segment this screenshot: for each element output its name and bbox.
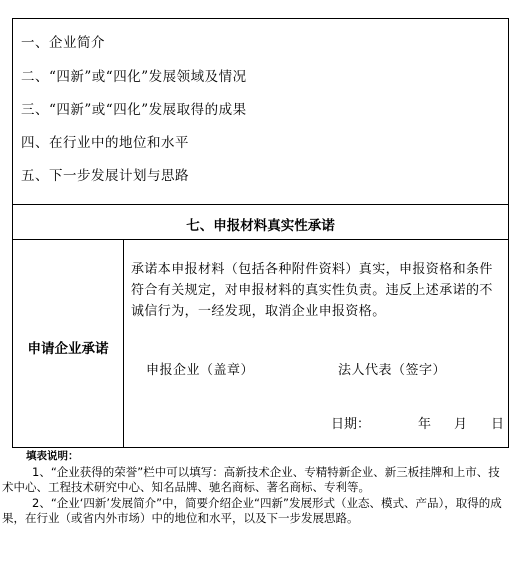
instruction-item-2: 2、“企业‘四新’发展简介”中，简要介绍企业“四新”发展形式（业态、模式、产品），取得的成果，在行业（或省内外市场）中的地位和水平，以及下一步发展思路。 bbox=[2, 495, 502, 525]
date-year: 年 bbox=[418, 417, 432, 432]
fill-instructions bbox=[2, 449, 506, 527]
instructions-title: 填表说明： bbox=[26, 450, 79, 462]
divider bbox=[13, 239, 508, 240]
pledge-text: 承诺本申报材料（包括各种附件资料）真实，申报资格和条件符合有关规定，对申报材料的真实性负责。违反上述承诺的不诚信行为，一经发现，取消企业申报资格。 bbox=[131, 262, 493, 319]
date-month: 月 bbox=[454, 417, 468, 432]
column-divider bbox=[123, 239, 124, 447]
instruction-item-1: 1、“企业获得的荣誉”栏中可以填写：高新技术企业、专精特新企业、新三板挂牌和上市、技术中心、工程技术研究中心、知名品牌、驰名商标、著名商标、专利等。 bbox=[2, 464, 500, 494]
legal-rep-signature-label: 法人代表（签字） bbox=[338, 363, 447, 378]
form-table bbox=[12, 18, 509, 448]
applicant-pledge-label: 申请企业承诺 bbox=[27, 341, 109, 357]
date-label: 日期： bbox=[331, 417, 371, 432]
outline-item-4: 四、在行业中的地位和水平 bbox=[21, 135, 189, 151]
section-title: 七、申报材料真实性承诺 bbox=[186, 218, 335, 234]
divider bbox=[13, 204, 508, 205]
date-day: 日 bbox=[491, 417, 505, 432]
outline-item-2: 二、“四新”或“四化”发展领域及情况 bbox=[21, 69, 247, 85]
outline-item-1: 一、企业简介 bbox=[21, 35, 105, 51]
outline-item-3: 三、“四新”或“四化”发展取得的成果 bbox=[21, 102, 247, 118]
company-seal-label: 申报企业（盖章） bbox=[146, 363, 255, 378]
outline-item-5: 五、下一步发展计划与思路 bbox=[21, 168, 189, 184]
